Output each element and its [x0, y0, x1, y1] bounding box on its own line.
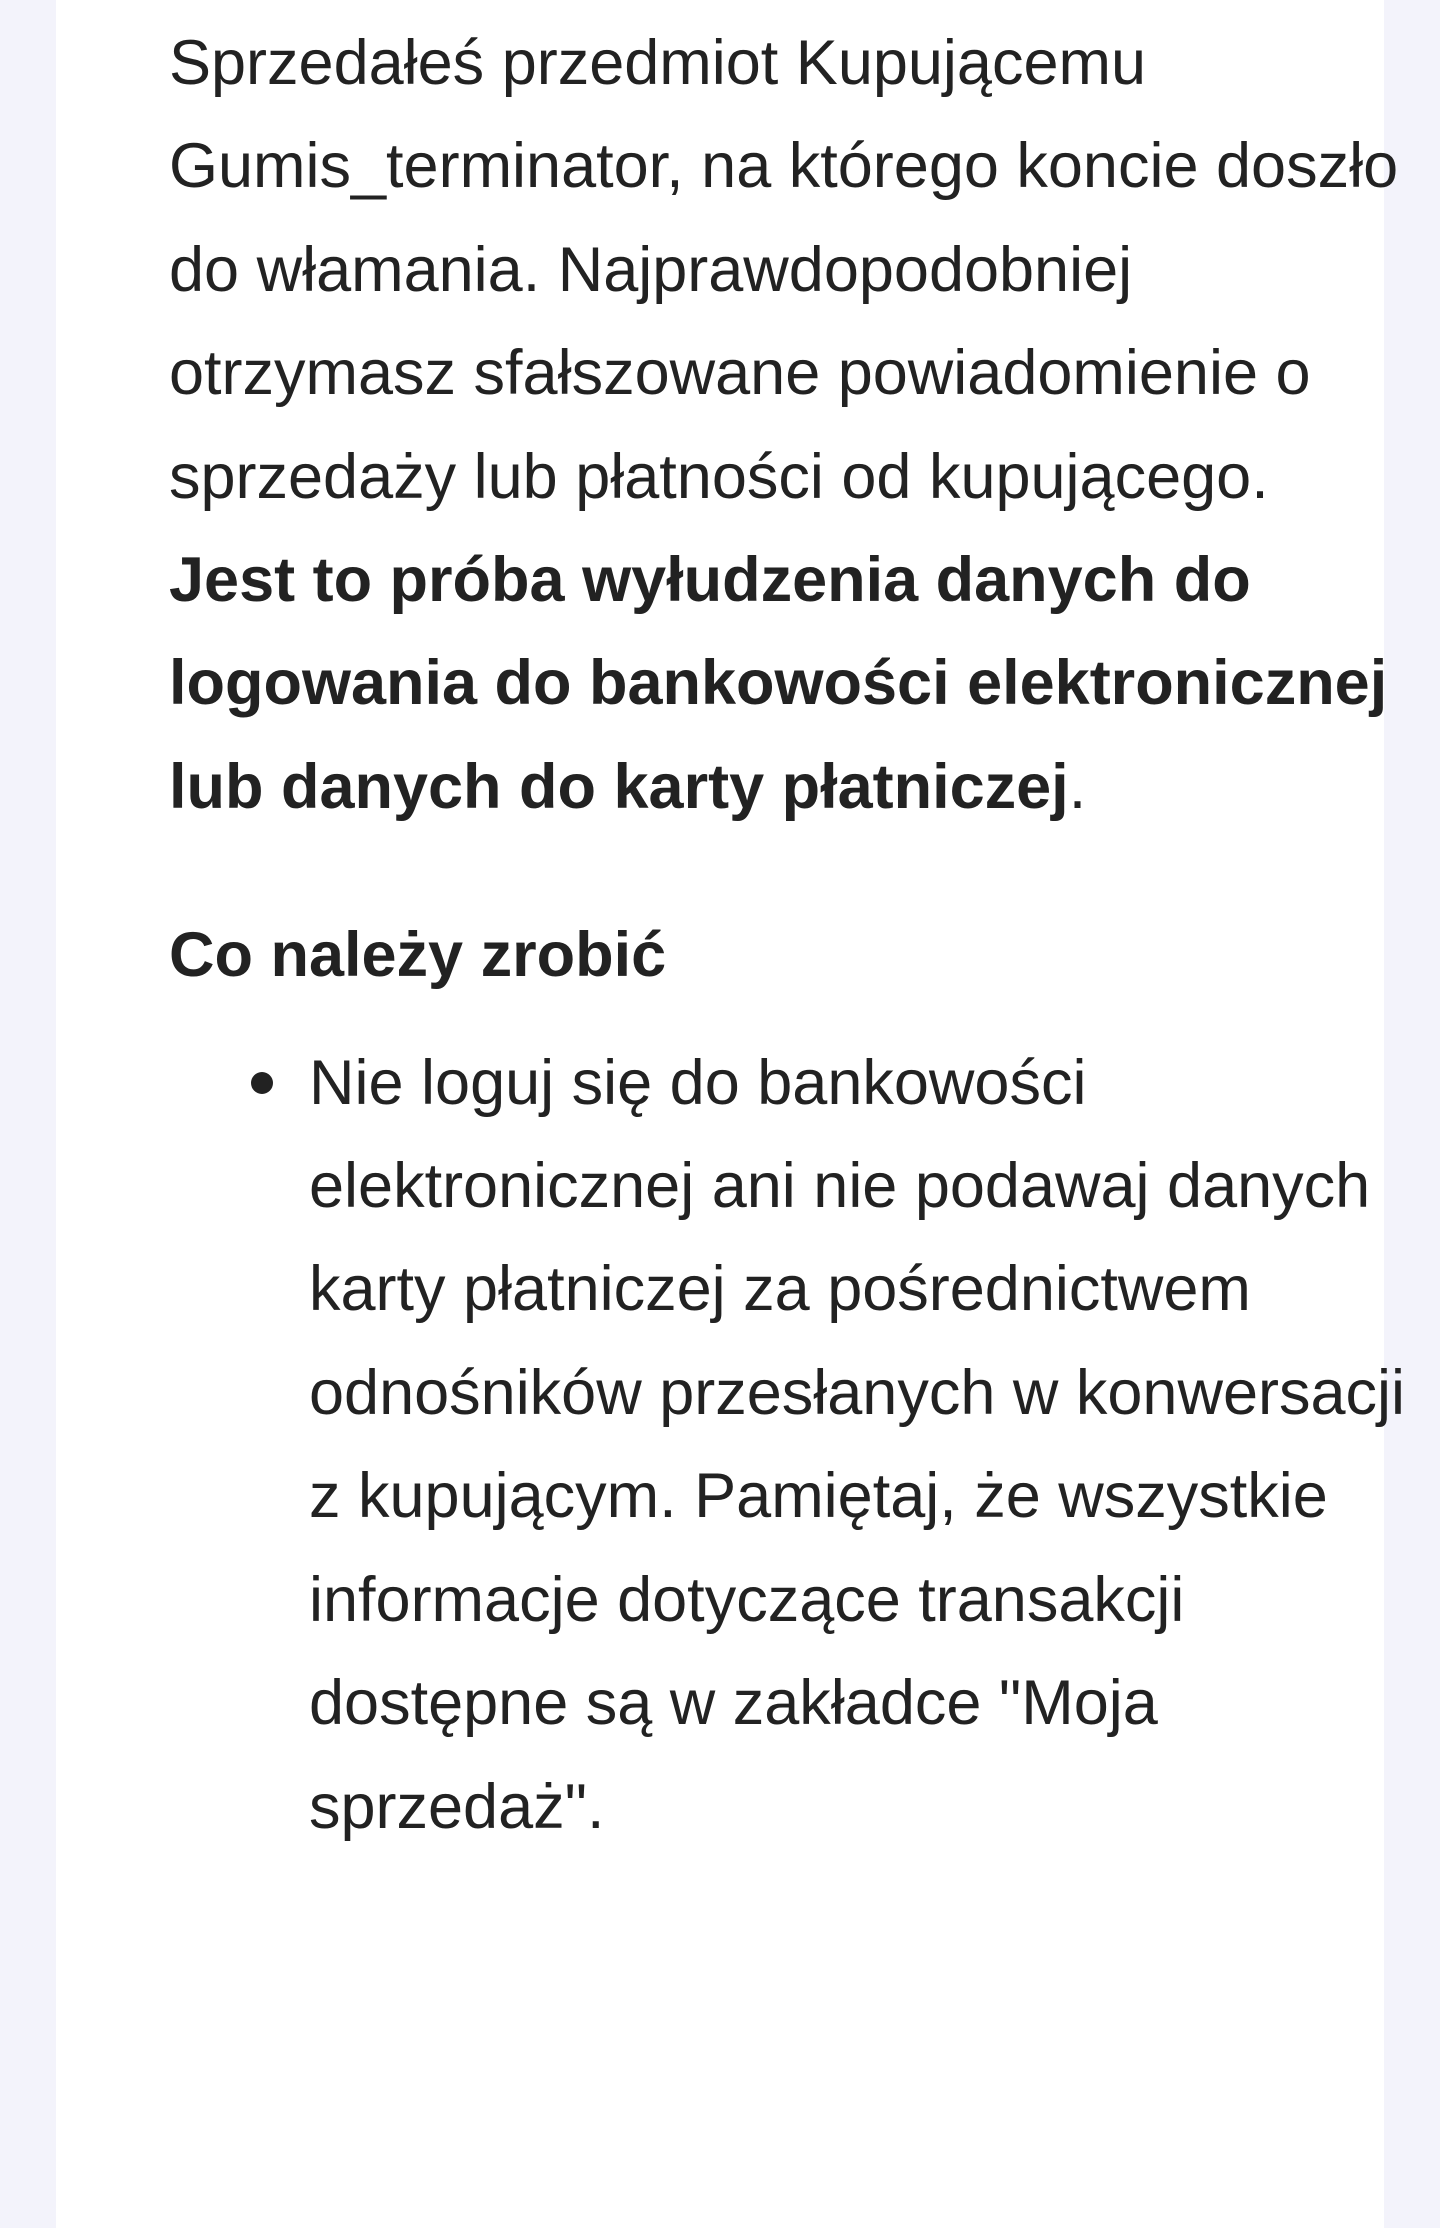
intro-text: Sprzedałeś przedmiot Kupującemu Gumis_terminator, na którego koncie doszło do włamania. Najprawdopodobniej otrzymasz sfałszowane powiadomienie o sprzedaży lub płatności od kupującego.	[169, 28, 1399, 512]
list-item	[169, 1032, 1419, 1859]
section-heading: Co należy zrobić	[169, 920, 667, 991]
warning-end-punct: .	[1068, 751, 1087, 822]
bullet-dot-icon	[251, 1072, 273, 1094]
message-content	[169, 12, 1406, 1859]
message-card	[56, 0, 1406, 2228]
intro-paragraph	[169, 12, 1399, 839]
warning-bold-text: Jest to próba wyłudzenia danych do logowania do bankowości elektronicznej lub danych do karty płatniczej	[169, 545, 1388, 822]
bullet-list	[169, 1032, 1406, 1859]
list-item-text: Nie loguj się do bankowości elektronicznej ani nie podawaj danych karty płatniczej za pośrednictwem odnośników przesłanych w konwersacji z kupującym. Pamiętaj, że wszystkie informacje dotyczące transakcji dostępne są w zakładce "Moja sprzedaż".	[309, 1047, 1406, 1842]
